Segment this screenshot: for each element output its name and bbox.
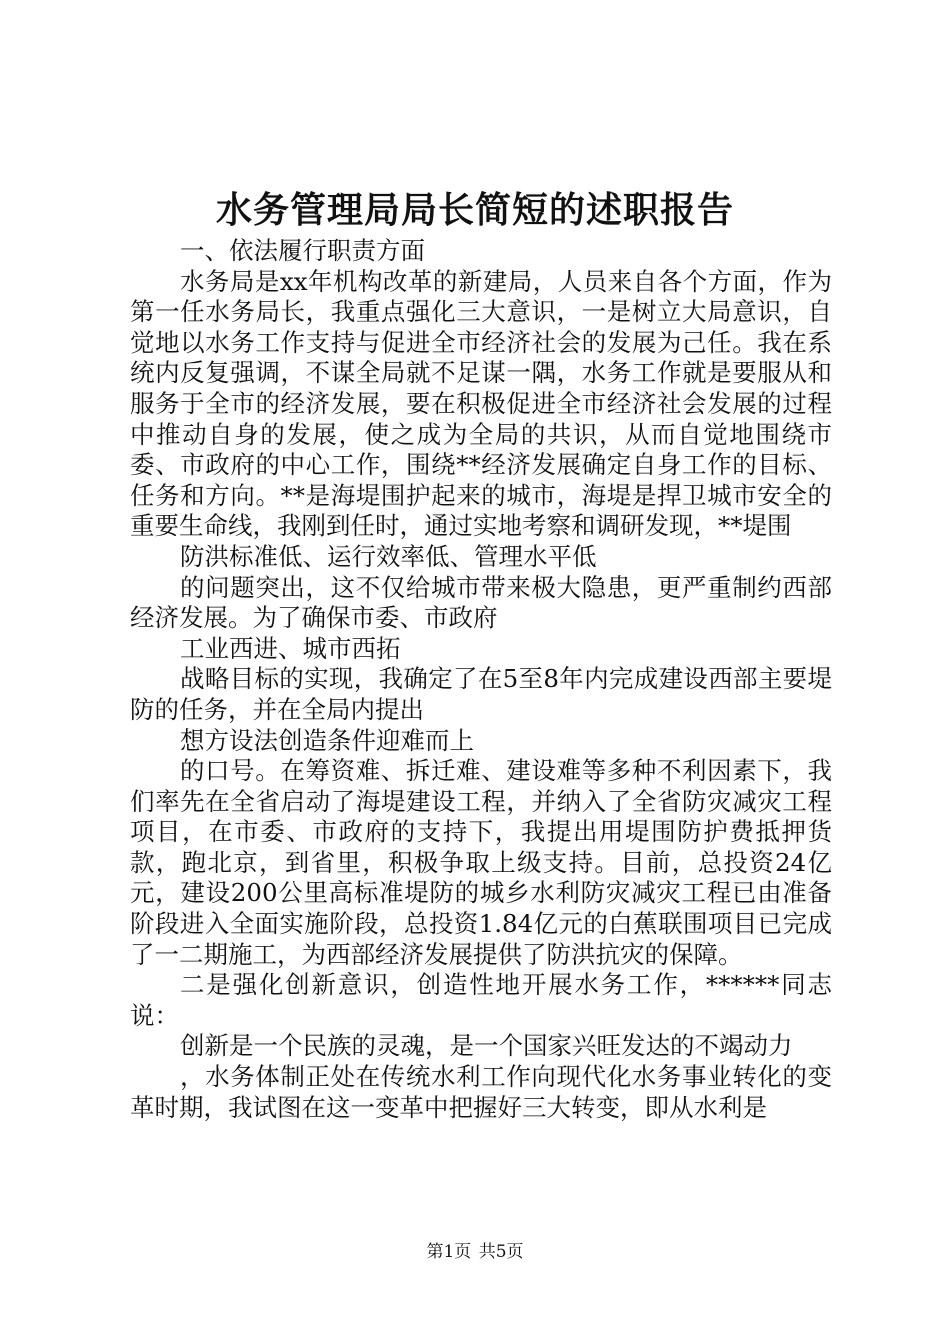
paragraph: ，水务体制正处在传统水利工作向现代化水务事业转化的变革时期，我试图在这一变革中把握好三大转变，即从水利是 xyxy=(130,1062,832,1122)
paragraph: 工业西进、城市西拓 xyxy=(180,633,401,663)
paragraph: 二是强化创新意识，创造性地开展水务工作，******同志说： xyxy=(130,970,832,1030)
document-body xyxy=(130,236,832,1123)
paragraph: 水务局是xx年机构改革的新建局，人员来自各个方面，作为第一任水务局长，我重点强化三大意识，一是树立大局意识，自觉地以水务工作支持与促进全市经济社会的发展为己任。我在系统内反复强调，不谋全局就不足谋一隅，水务工作就是要服从和服务于全市的经济发展，要在积极促进全市经济社会发展的过程中推动自身的发展，使之成为全局的共识，从而自觉地围绕市委、市政府的中心工作，围绕**经济发展确定自身工作的目标、任务和方向。**是海堤围护起来的城市，海堤是捍卫城市安全的重要生命线，我刚到任时，通过实地考察和调研发现，**堤围 xyxy=(130,266,832,541)
section-heading: 一、依法履行职责方面 xyxy=(180,236,425,265)
document-title: 水务管理局局长简短的述职报告 xyxy=(215,189,734,231)
paragraph: 想方设法创造条件迎难而上 xyxy=(180,725,474,755)
paragraph: 的口号。在筹资难、拆迁难、建设难等多种不利因素下，我们率先在全省启动了海堤建设工程，并纳入了全省防灾减灾工程项目，在市委、市政府的支持下，我提出用堤围防护费抵押货款，跑北京，到省里，积极争取上级支持。目前，总投资24亿元，建设200公里高标准堤防的城乡水利防灾减灾工程已由准备阶段进入全面实施阶段，总投资1.84亿元的白蕉联围项目已完成了一二期施工，为西部经济发展提供了防洪抗灾的保障。 xyxy=(130,756,832,969)
page-total: 共5页 xyxy=(478,1242,524,1262)
paragraph: 防洪标准低、运行效率低、管理水平低 xyxy=(180,541,597,571)
paragraph: 创新是一个民族的灵魂，是一个国家兴旺发达的不竭动力 xyxy=(180,1031,793,1061)
page-footer xyxy=(0,1240,950,1264)
page-number: 第1页 xyxy=(426,1242,472,1262)
paragraph: 战略目标的实现，我确定了在5至8年内完成建设西部主要堤防的任务，并在全局内提出 xyxy=(130,664,832,724)
paragraph: 的问题突出，这不仅给城市带来极大隐患，更严重制约西部经济发展。为了确保市委、市政府 xyxy=(130,572,832,633)
